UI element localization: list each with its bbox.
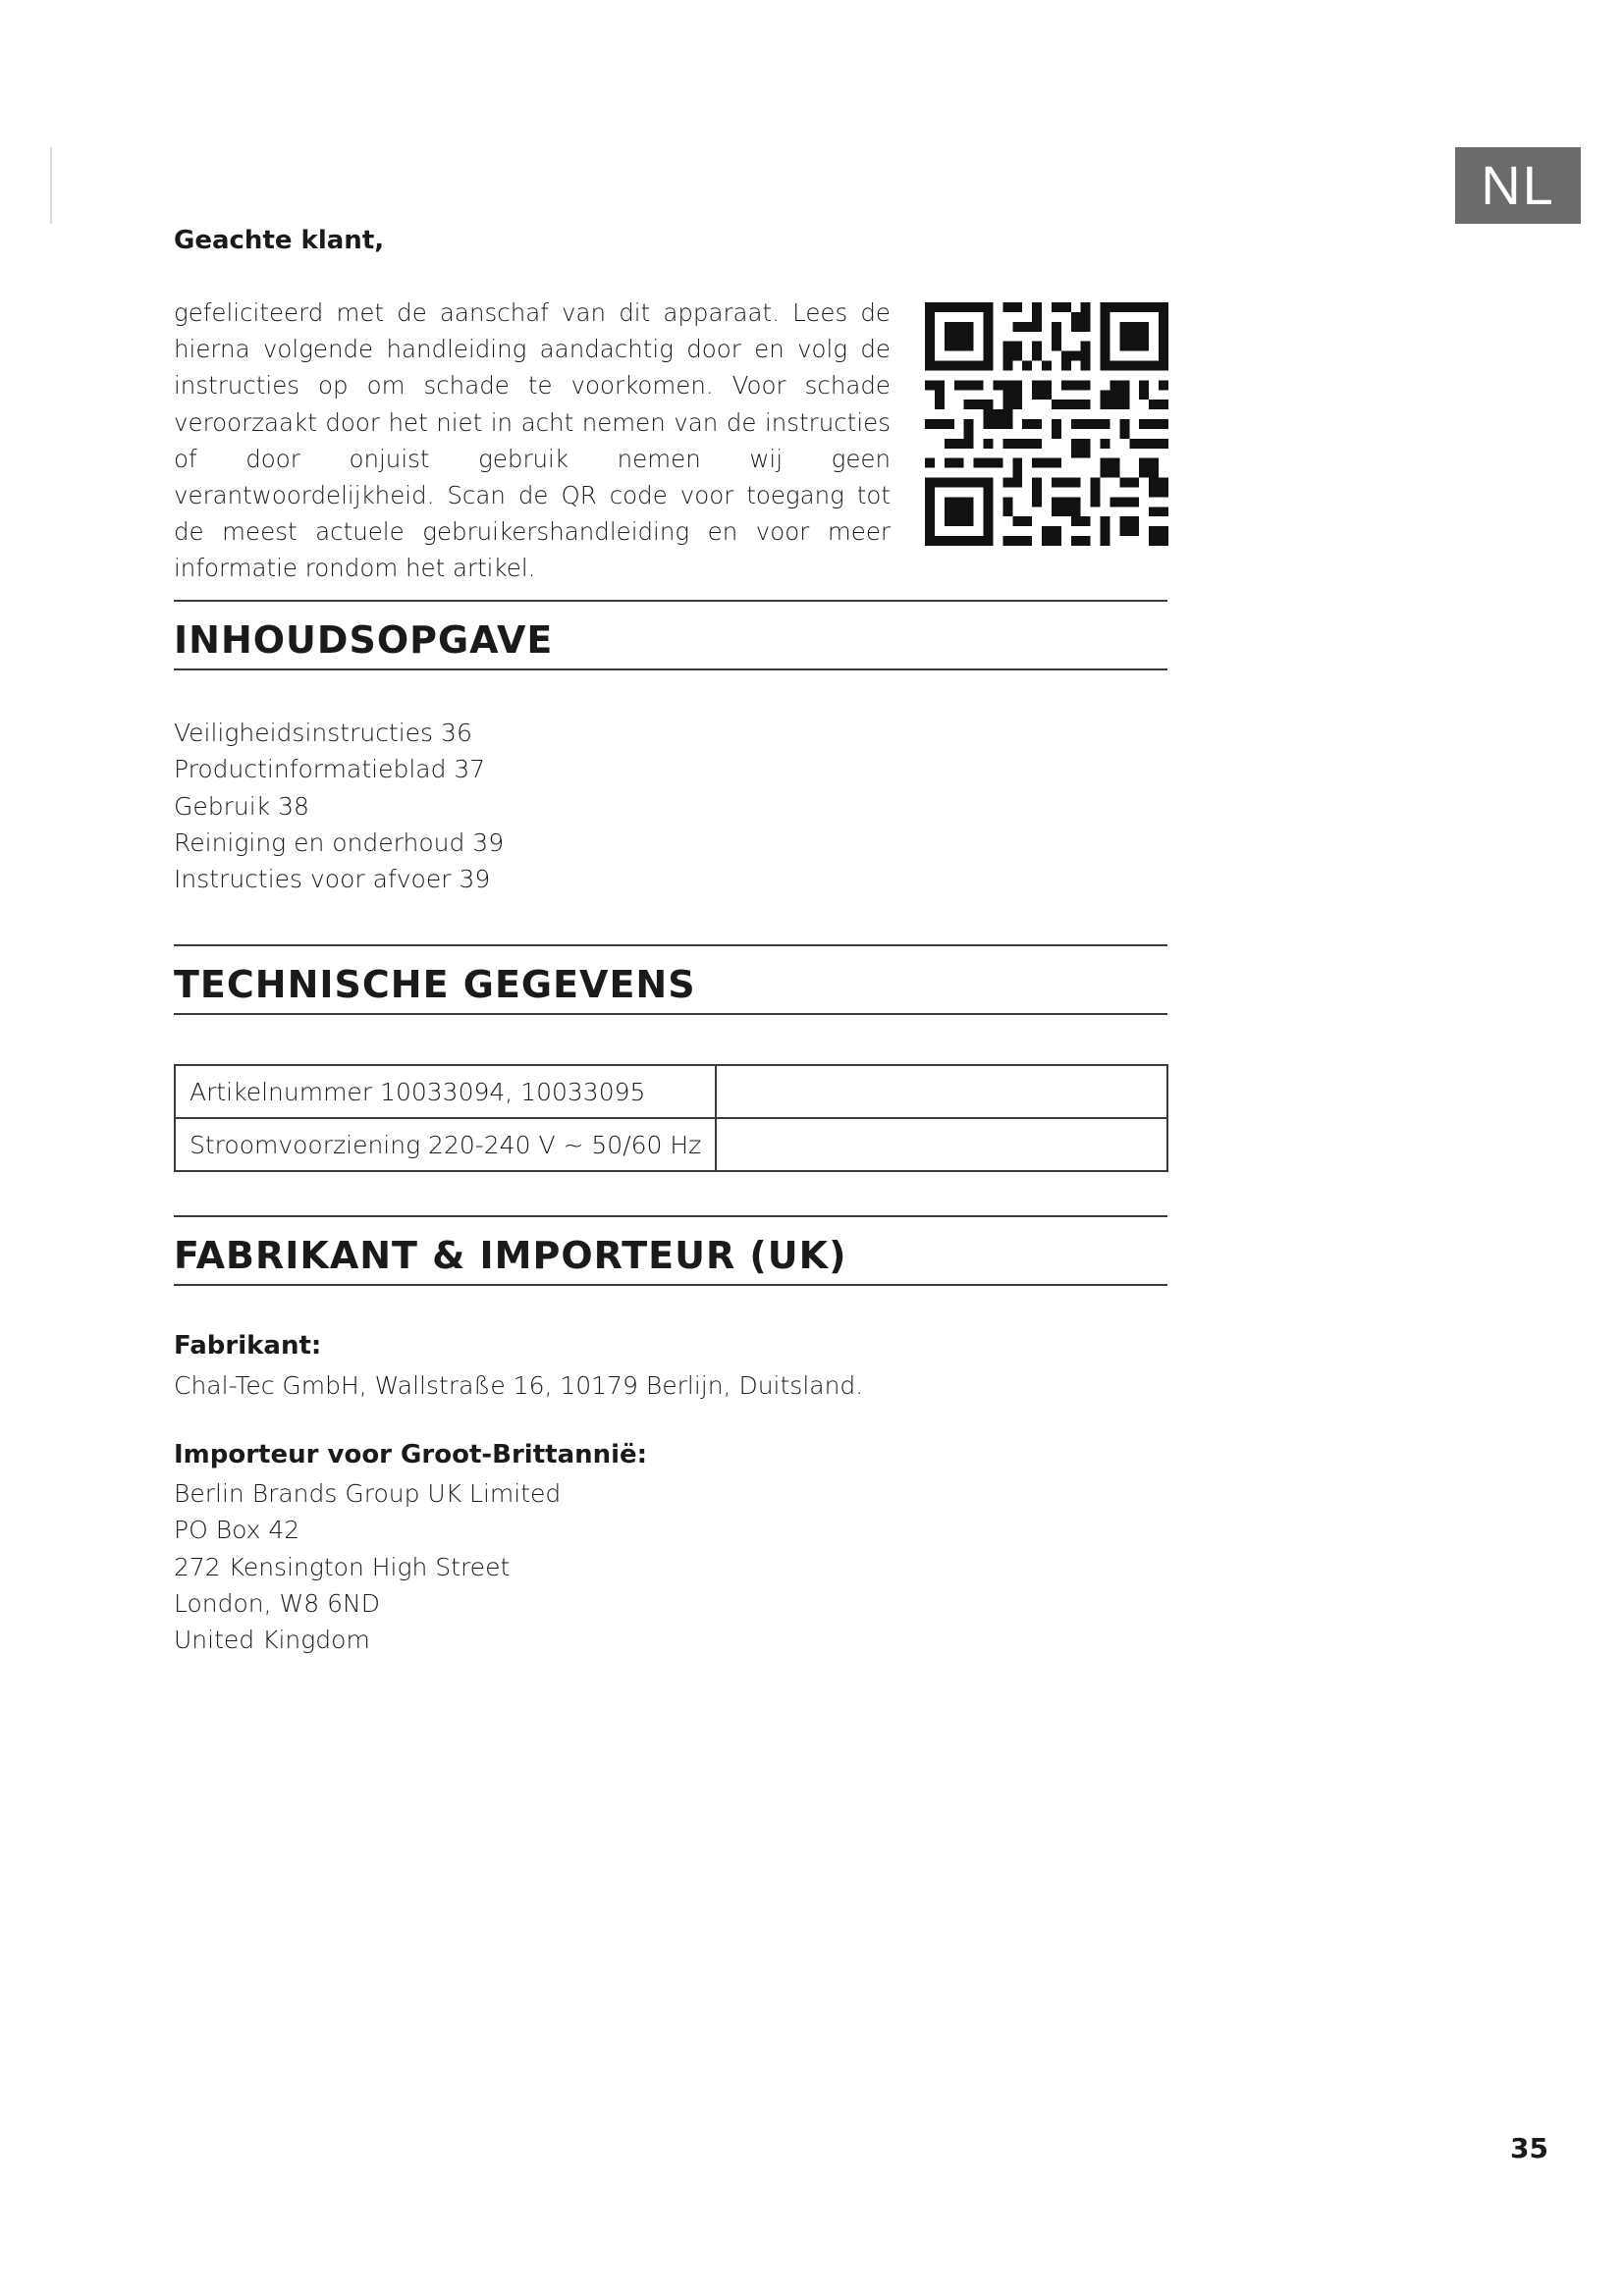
toc-item[interactable]: Reiniging en onderhoud 39 <box>174 828 505 857</box>
table-row <box>175 1118 1167 1171</box>
page-number: 35 <box>1510 2132 1548 2164</box>
toc-item[interactable]: Productinformatieblad 37 <box>174 755 486 784</box>
manufacturer-title: FABRIKANT & IMPORTEUR (UK) <box>174 1234 847 1277</box>
table-cell <box>716 1065 1167 1118</box>
address-line: Berlin Brands Group UK Limited <box>174 1479 562 1508</box>
address-line: United Kingdom <box>174 1626 370 1655</box>
address-line: London, W8 6ND <box>174 1588 380 1618</box>
address-line: 272 Kensington High Street <box>174 1552 511 1581</box>
address-line: PO Box 42 <box>174 1516 300 1545</box>
margin-line <box>50 147 52 224</box>
toc-item[interactable]: Instructies voor afvoer 39 <box>174 865 491 894</box>
salutation: Geachte klant, <box>174 226 385 255</box>
qr-code-icon <box>925 302 1168 546</box>
importer-label: Importeur voor Groot-Brittannië: <box>174 1440 648 1469</box>
specs-title: TECHNISCHE GEGEVENS <box>174 963 696 1006</box>
toc-title: INHOUDSOPGAVE <box>174 618 554 662</box>
manufacturer-header <box>174 1215 1167 1286</box>
table-cell: Artikelnummer 10033094, 10033095 <box>175 1065 716 1118</box>
toc-list <box>174 715 504 897</box>
table-cell <box>716 1118 1167 1171</box>
importer-address <box>174 1475 561 1658</box>
toc-item[interactable]: Veiligheidsinstructies 36 <box>174 719 472 747</box>
table-cell: Stroomvoorziening 220-240 V ~ 50/60 Hz <box>175 1118 716 1171</box>
language-badge: NL <box>1455 147 1581 224</box>
table-row <box>175 1065 1167 1118</box>
fabrikant-label: Fabrikant: <box>174 1331 322 1361</box>
toc-header <box>174 600 1167 670</box>
specs-table <box>174 1064 1168 1172</box>
intro-paragraph: gefeliciteerd met de aanschaf van dit apparaat. Lees de hierna volgende handleiding aandachtig door en volg de instructies op om schade te voorkomen. Voor schade veroorzaakt door het niet in acht nemen van de instructies of door onjuist gebruik nemen wij geen verantwoordelijkheid. Scan de QR code voor toegang tot de meest actuele gebruikershandleiding en voor meer informatie rondom het artikel. <box>174 298 891 583</box>
toc-item[interactable]: Gebruik 38 <box>174 791 309 821</box>
specs-header <box>174 944 1167 1015</box>
address-line: Chal-Tec GmbH, Wallstraße 16, 10179 Berlijn, Duitsland. <box>174 1371 864 1400</box>
fabrikant-address <box>174 1367 863 1404</box>
